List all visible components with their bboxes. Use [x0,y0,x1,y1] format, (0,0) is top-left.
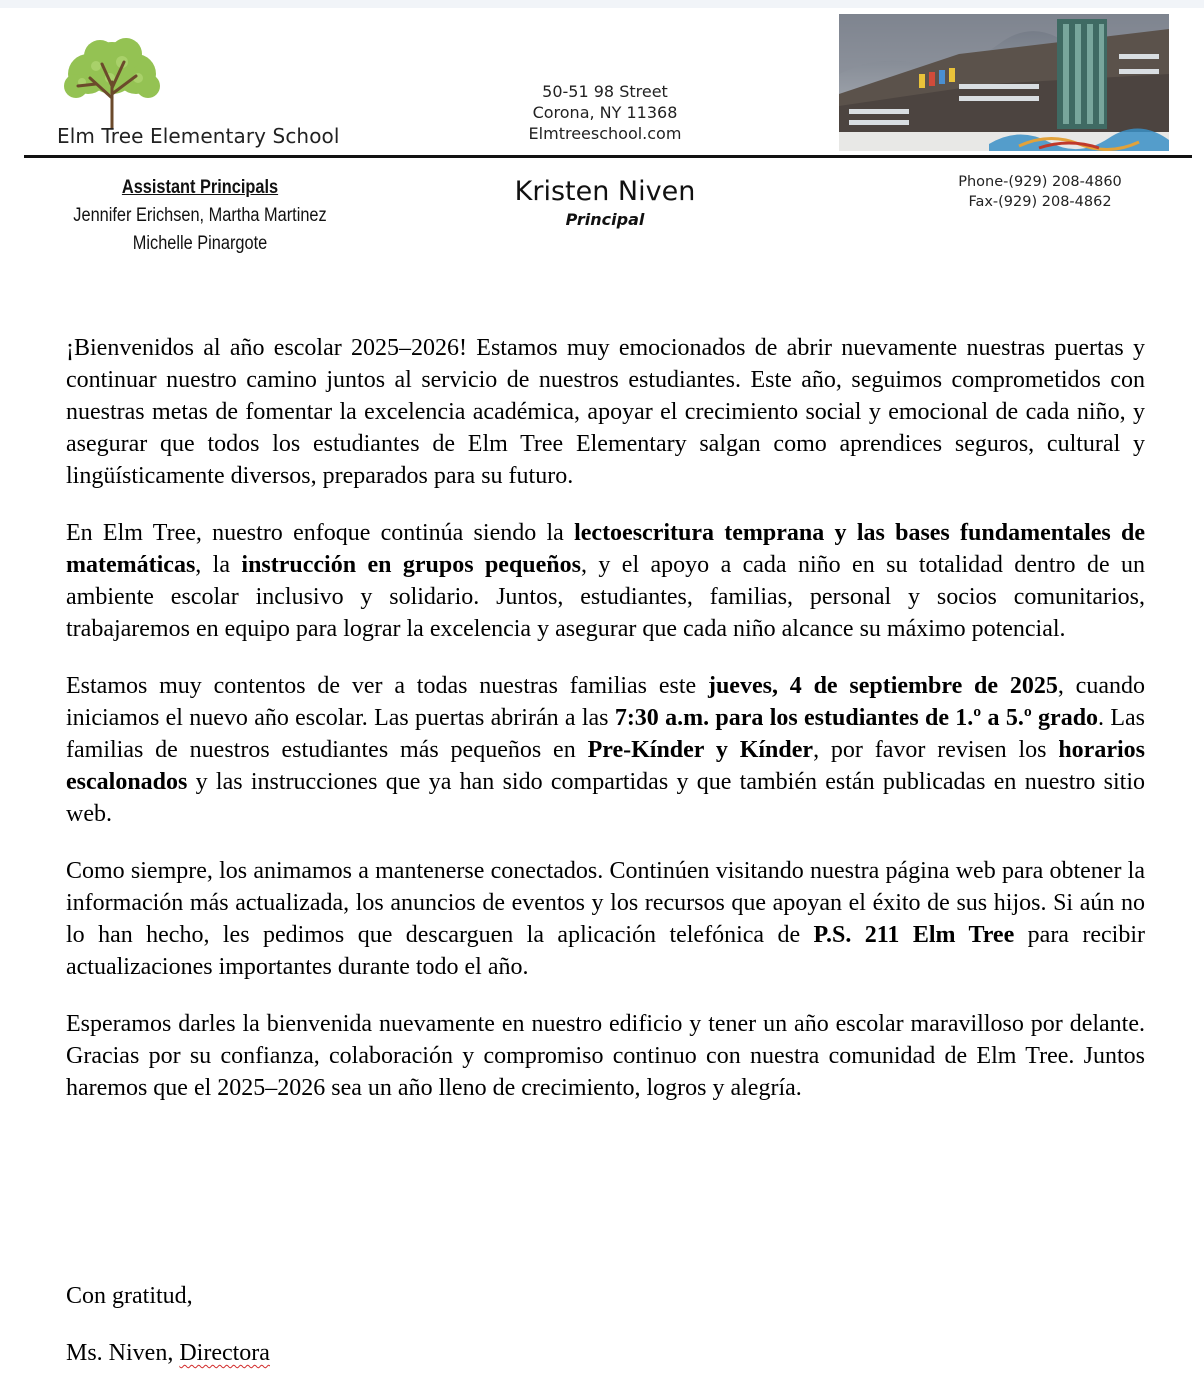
principal-name: Kristen Niven [514,176,696,207]
bold-text: 7:30 a.m. para los estudiantes de 1.º a 5.º grado [614,705,1099,731]
school-building-photo [839,14,1169,151]
closing-line: Con gratitud, [66,1283,193,1309]
paragraph-first-day [66,670,1145,830]
text: , la [195,552,242,578]
bold-text: P.S. 211 Elm Tree [813,922,1015,948]
contact-info [930,172,1150,212]
text: Como siempre, los animamos a mantenerse conectados. Continúen visitando nuestra página web para obtener la información más actualizada, los anuncios de eventos y los recursos que apoyan el éxito de sus hijos. Si aún no lo han hecho, les pedimos que descarguen la aplicación telefónica de [66,858,1145,948]
paragraph-connected [66,855,1145,983]
phone-number: Phone-(929) 208-4860 [958,174,1122,190]
bold-text: lectoescritura temprana y las bases fundamentales de matemáticas [66,520,1146,578]
text: , por favor revisen los [813,737,1059,763]
assistant-principals-title: Assistant Principals [121,177,279,198]
assistant-principals-names-2: Michelle Pinargote [132,233,268,254]
text: En Elm Tree, nuestro enfoque continúa siendo la [66,520,575,546]
letter-body [66,332,1145,1129]
principal-block [470,175,740,231]
text: . Las familias de nuestros estudiantes más pequeños en [66,705,1145,763]
signature-name: Ms. Niven, [66,1340,180,1366]
signature-line [66,1337,270,1369]
school-address [470,81,740,144]
signature-title: Directora [179,1340,270,1366]
header-divider [24,155,1192,158]
bold-text: Pre-Kínder y Kínder [587,737,814,763]
top-strip [0,0,1204,8]
paragraph-focus [66,517,1145,645]
principal-title: Principal [565,210,645,229]
fax-number: Fax-(929) 208-4862 [968,194,1112,210]
paragraph-closing: Esperamos darles la bienvenida nuevamente en nuestro edificio y tener un año escolar maravilloso por delante. Gracias por su confianza, colaboración y compromiso continuo con nuestra comunidad de Elm Tree. Juntos haremos que el 2025–2026 sea un año lleno de crecimiento, logros y alegría. [66,1011,1145,1101]
assistant-principals-names-1: Jennifer Erichsen, Martha Martinez [73,205,327,226]
address-street: 50-51 98 Street [542,82,668,101]
bold-text: instrucción en grupos pequeños [241,552,581,578]
text: y las instrucciones que ya han sido compartidas y que también están publicadas en nuestro sitio web. [66,769,1145,827]
bold-text: horarios escalonados [66,737,1145,795]
text: Estamos muy contentos de ver a todas nuestras familias este [66,673,708,699]
text: para recibir actualizaciones importantes durante todo el año. [66,922,1146,980]
elm-tree-logo-icon [56,38,168,128]
text: , cuando iniciamos el nuevo año escolar. Las puertas abrirán a las [66,673,1145,731]
text: , y el apoyo a cada niño en su totalidad dentro de un ambiente escolar inclusivo y solidario. Juntos, estudiantes, familias, personal y socios comunitarios, trabajaremos en equipo para lograr la excelencia y asegurar que cada niño alcance su máximo potencial. [66,552,1145,642]
school-name: Elm Tree Elementary School [57,124,340,148]
school-website: Elmtreeschool.com [528,124,682,143]
address-city: Corona, NY 11368 [532,103,678,122]
paragraph-welcome: ¡Bienvenidos al año escolar 2025–2026! Estamos muy emocionados de abrir nuevamente nuestras puertas y continuar nuestro camino juntos al servicio de nuestros estudiantes. Este año, seguimos comprometidos con nuestras metas de fomentar la excelencia académica, apoyar el crecimiento social y emocional de cada niño, y asegurar que todos los estudiantes de Elm Tree Elementary salgan como aprendices seguros, cultural y lingüísticamente diversos, preparados para su futuro. [66,335,1145,489]
assistant-principals [62,174,337,258]
bold-text: jueves, 4 de septiembre de 2025 [707,673,1058,699]
